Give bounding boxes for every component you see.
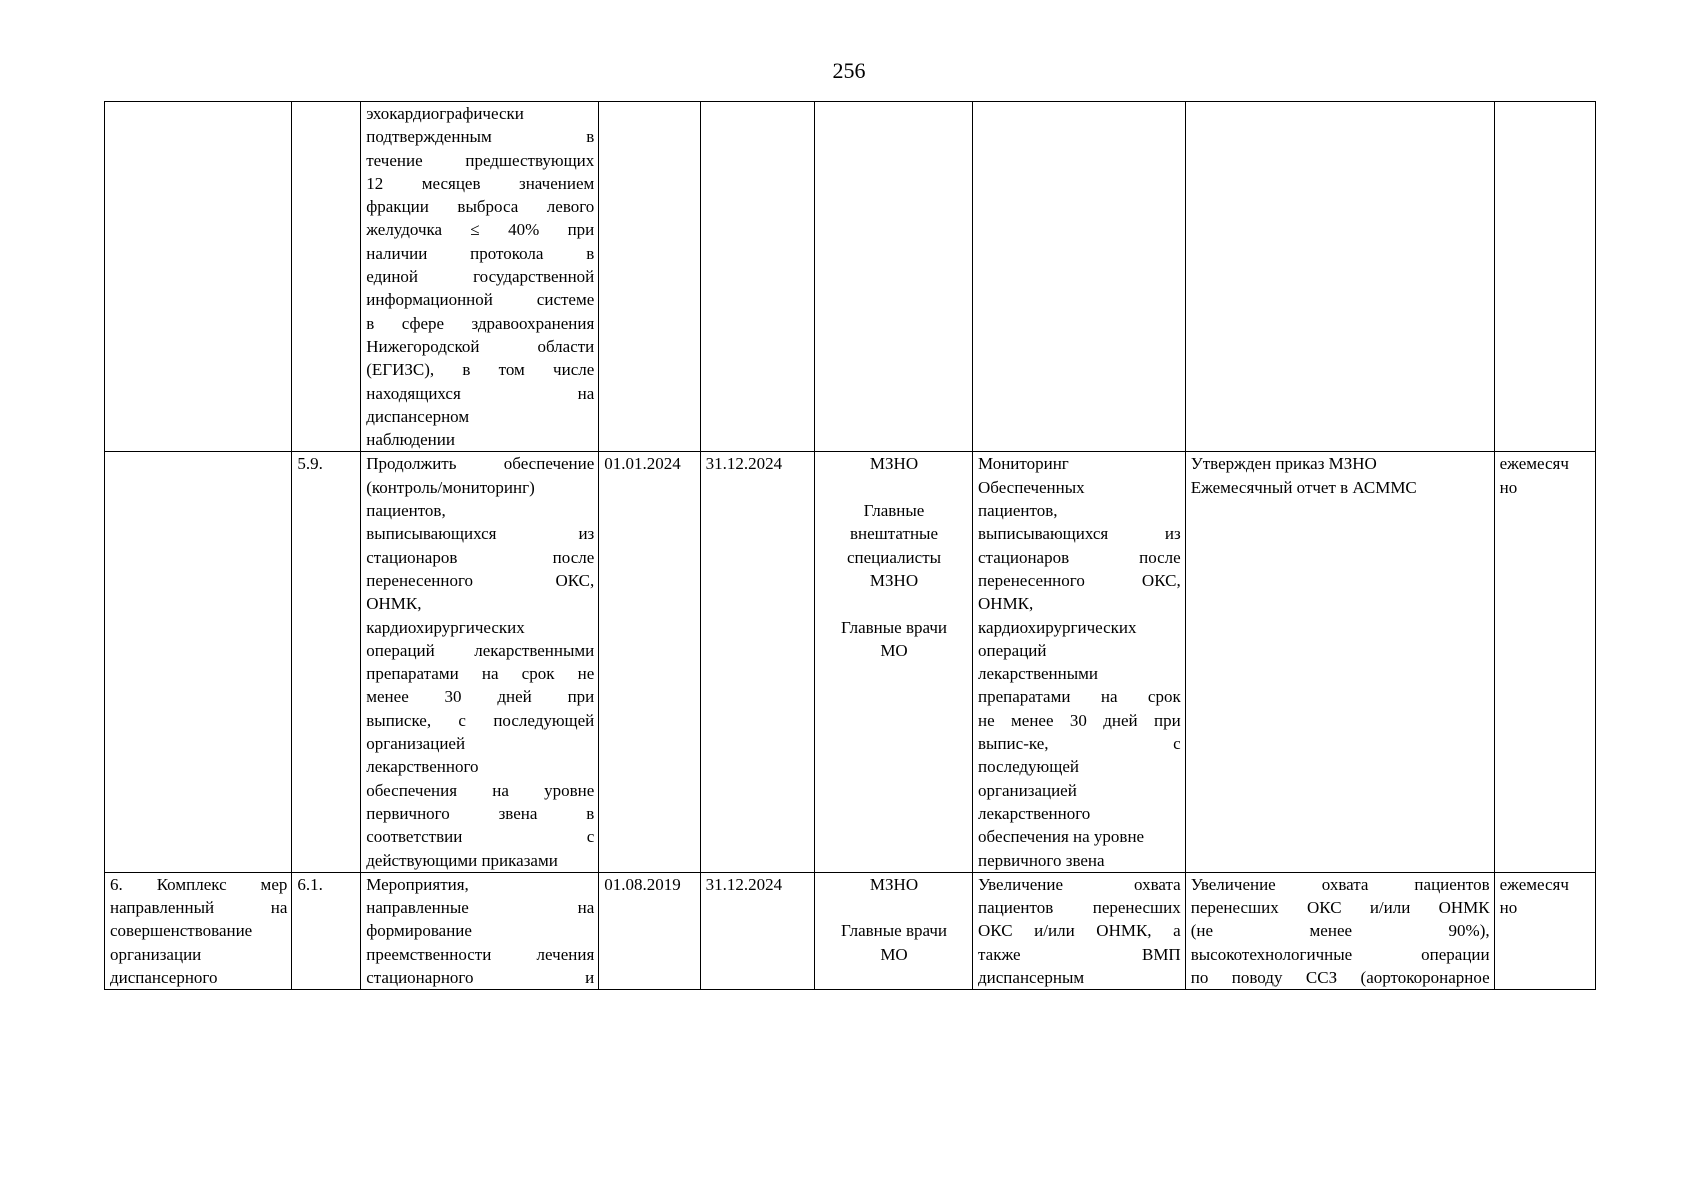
cell-line: стационарного и: [366, 967, 595, 987]
cell-line: [820, 476, 968, 499]
cell-line: Мероприятия,: [366, 874, 469, 894]
cell-line: пациентов,: [978, 501, 1058, 521]
cell-line: но: [1499, 898, 1518, 918]
cell-line: Главные врачи: [841, 921, 947, 941]
cell-line: Обеспеченных: [978, 477, 1085, 497]
cell-measure: [361, 872, 599, 989]
cell-line: стационаров после: [978, 547, 1181, 567]
cell-line: также ВМП: [978, 944, 1181, 964]
cell-line: МЗНО: [869, 454, 919, 474]
cell-start-date: 01.01.2024: [599, 452, 700, 872]
measures-table: [104, 101, 1596, 990]
table-row: [105, 872, 1596, 989]
cell-responsible: [815, 872, 973, 989]
cell-line: последующей: [978, 757, 1079, 777]
cell-line: организации: [110, 944, 202, 964]
cell-line: выписывающихся из: [366, 524, 595, 544]
cell-line: формирование: [366, 921, 472, 941]
cell-line: Главные врачи: [841, 617, 947, 637]
cell-line: кардиохирургических: [366, 617, 525, 637]
cell-line: фракции выброса левого: [366, 197, 595, 217]
cell-line: специалисты: [846, 547, 942, 567]
cell-line: первичного звена: [978, 850, 1105, 870]
cell-end-date: 31.12.2024: [700, 872, 814, 989]
cell-line: менее 30 дней при: [366, 687, 595, 707]
cell-line: течение предшествующих: [366, 150, 595, 170]
cell-line: но: [1499, 477, 1518, 497]
cell-line: желудочка ≤ 40% при: [366, 220, 595, 240]
cell-line: наличии протокола в: [366, 243, 595, 263]
cell-line: пациентов,: [366, 501, 446, 521]
table-row: [105, 452, 1596, 872]
cell-line: пациентов перенесших: [978, 898, 1181, 918]
cell-line: организацией: [978, 780, 1077, 800]
cell-line: по поводу ССЗ (аортокоронарное: [1190, 967, 1490, 987]
cell-line: ОКС и/или ОНМК, а: [978, 921, 1181, 941]
cell-line: лекарственного: [366, 757, 479, 777]
cell-line: первичного звена в: [366, 803, 595, 823]
cell-task: [105, 452, 292, 872]
cell-line: МО: [880, 640, 908, 660]
cell-line: перенесших ОКС и/или ОНМК: [1190, 898, 1490, 918]
cell-line: 6. Комплекс мер: [110, 874, 288, 894]
cell-line: внештатные: [850, 524, 939, 544]
cell-line: ОНМК,: [978, 594, 1034, 614]
cell-end-date: [700, 102, 814, 452]
cell-line: информационной системе: [366, 290, 595, 310]
cell-frequency: [1494, 102, 1595, 452]
cell-start-date: [599, 102, 700, 452]
cell-line: МЗНО: [869, 874, 919, 894]
cell-line: операций: [978, 640, 1047, 660]
cell-task: [105, 872, 292, 989]
cell-line: совершенствование: [110, 921, 253, 941]
cell-line: единой государственной: [366, 267, 595, 287]
cell-expected-result: [973, 102, 1186, 452]
cell-line: Нижегородской области: [366, 336, 595, 356]
cell-task: [105, 102, 292, 452]
cell-frequency: [1494, 872, 1595, 989]
cell-line: преемственности лечения: [366, 944, 595, 964]
cell-line: эхокардиографически: [366, 104, 524, 123]
cell-line: в сфере здравоохранения: [366, 313, 595, 333]
table-row: [105, 102, 1596, 452]
cell-line: лекарственными: [978, 664, 1099, 684]
cell-line: направленный на: [110, 898, 288, 918]
cell-responsible: [815, 452, 973, 872]
cell-line: перенесенного ОКС,: [978, 570, 1181, 590]
cell-line: Ежемесячный отчет в АСММС: [1190, 477, 1417, 497]
cell-start-date: 01.08.2019: [599, 872, 700, 989]
cell-line: выписке, с последующей: [366, 710, 595, 730]
cell-line: обеспечения на уровне: [366, 780, 595, 800]
cell-line: диспансерным: [978, 967, 1085, 987]
cell-line: ежемесяч: [1499, 874, 1569, 894]
cell-line: препаратами на срок: [978, 687, 1181, 707]
cell-line: Главные: [863, 501, 925, 521]
cell-line: лекарственного: [978, 803, 1091, 823]
cell-line: (контроль/мониторинг): [366, 477, 535, 497]
cell-line: МО: [880, 944, 908, 964]
cell-indicator: [1185, 872, 1494, 989]
cell-expected-result: [973, 452, 1186, 872]
cell-frequency: [1494, 452, 1595, 872]
cell-line: перенесенного ОКС,: [366, 570, 595, 590]
cell-line: не менее 30 дней при: [978, 710, 1181, 730]
cell-line: подтвержденным в: [366, 127, 595, 147]
cell-line: направленные на: [366, 898, 595, 918]
cell-responsible: [815, 102, 973, 452]
cell-line: обеспечения на уровне: [978, 827, 1145, 847]
cell-line: наблюдении: [366, 430, 455, 450]
cell-line: находящихся на: [366, 383, 595, 403]
cell-indicator: [1185, 452, 1494, 872]
cell-line: МЗНО: [869, 570, 919, 590]
cell-line: стационаров после: [366, 547, 595, 567]
cell-line: ежемесяч: [1499, 454, 1569, 474]
page-number: 256: [832, 58, 866, 83]
cell-item-number: 5.9.: [292, 452, 361, 872]
cell-line: (не менее 90%),: [1190, 921, 1490, 941]
cell-line: диспансерного: [110, 967, 218, 987]
cell-measure: [361, 102, 599, 452]
cell-line: высокотехнологичные операции: [1190, 944, 1490, 964]
cell-end-date: 31.12.2024: [700, 452, 814, 872]
cell-line: 12 месяцев значением: [366, 173, 595, 193]
cell-item-number: 6.1.: [292, 872, 361, 989]
cell-line: выписывающихся из: [978, 524, 1181, 544]
cell-line: [820, 896, 968, 919]
cell-line: соответствии с: [366, 827, 595, 847]
cell-line: действующими приказами: [366, 850, 558, 870]
cell-line: диспансерном: [366, 406, 470, 426]
cell-line: препаратами на срок не: [366, 664, 595, 684]
cell-line: Продолжить обеспечение: [366, 454, 595, 474]
cell-line: Увеличение охвата пациентов: [1190, 874, 1490, 894]
cell-indicator: [1185, 102, 1494, 452]
cell-line: выпис-ке, с: [978, 734, 1181, 754]
cell-line: организацией: [366, 734, 466, 754]
cell-line: Увеличение охвата: [978, 874, 1181, 894]
cell-item-number: [292, 102, 361, 452]
cell-line: Утвержден приказ МЗНО: [1190, 454, 1377, 474]
cell-line: кардиохирургических: [978, 617, 1137, 637]
cell-line: (ЕГИЗС), в том числе: [366, 360, 595, 380]
cell-line: ОНМК,: [366, 594, 422, 614]
cell-line: Мониторинг: [978, 454, 1069, 474]
cell-line: [820, 592, 968, 615]
cell-expected-result: [973, 872, 1186, 989]
cell-line: операций лекарственными: [366, 640, 595, 660]
cell-measure: [361, 452, 599, 872]
